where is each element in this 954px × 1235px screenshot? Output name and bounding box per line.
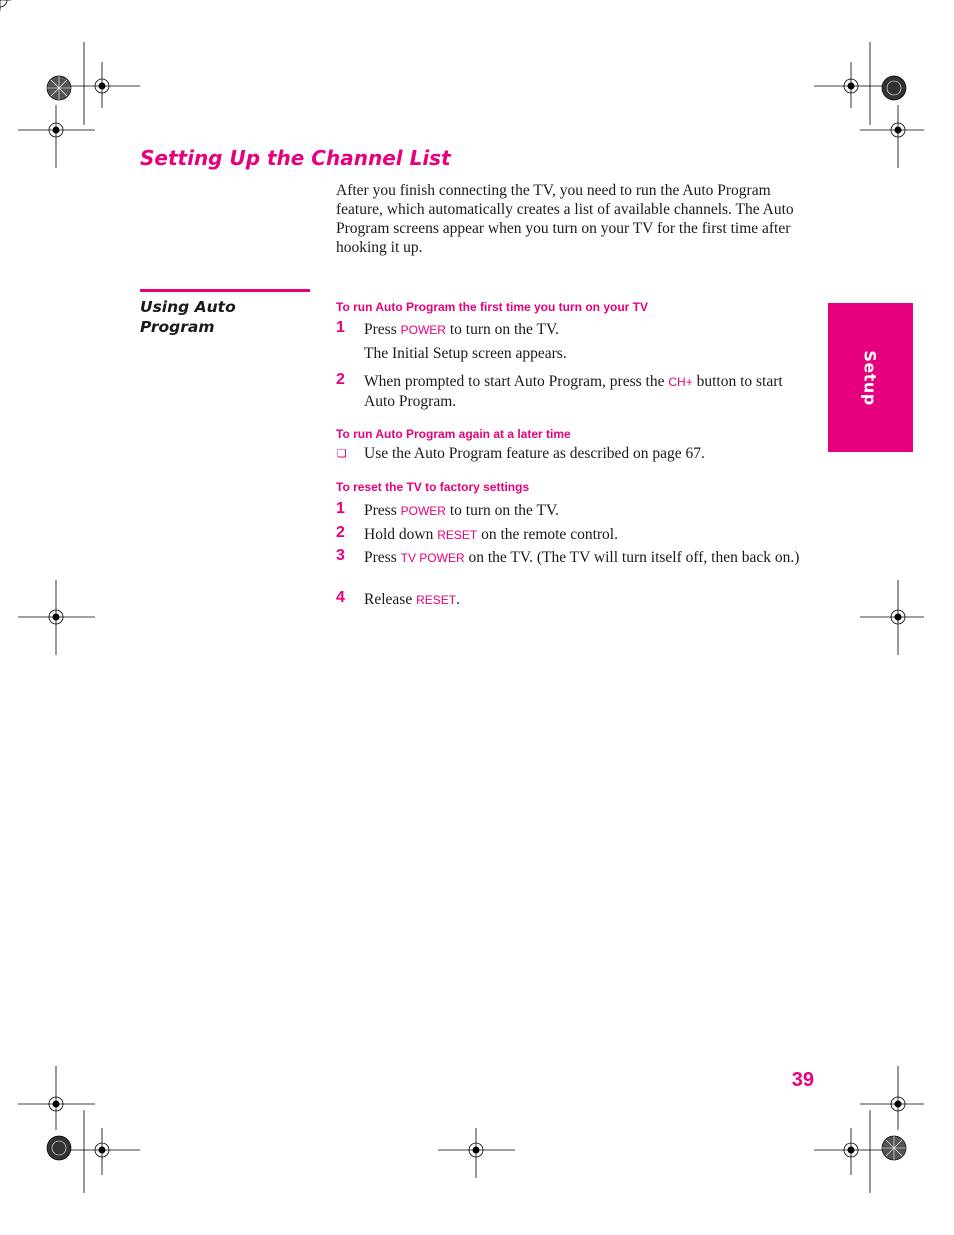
key-reset: RESET: [437, 528, 478, 542]
step-number: 2: [336, 524, 345, 541]
key-power: POWER: [400, 504, 446, 518]
key-reset: RESET: [416, 593, 457, 607]
subheading-first-time: To run Auto Program the first time you turn on your TV: [336, 300, 648, 314]
step-text: Press TV POWER on the TV. (The TV will turn itself off, then back on.): [364, 549, 800, 566]
step-text: Release RESET.: [364, 591, 460, 608]
intro-paragraph: After you finish connecting the TV, you need to run the Auto Program feature, which automatically creates a list of available channels. The Auto Program screens appear when you turn on your TV for the first time after hooking it up.: [336, 182, 794, 256]
step-number: 2: [336, 371, 345, 388]
step-text: Press POWER to turn on the TV.: [364, 502, 560, 519]
key-ch-plus: CH+: [668, 375, 693, 389]
step-number: 1: [336, 319, 345, 336]
key-power: POWER: [400, 323, 446, 337]
bullet-text: Use the Auto Program feature as described on page 67.: [364, 445, 705, 462]
step-text: Press POWER to turn on the TV.: [364, 321, 560, 338]
step-number: 1: [336, 500, 345, 517]
page-number: 39: [791, 1069, 814, 1091]
section-tab: [828, 303, 913, 452]
step-note: The Initial Setup screen appears.: [364, 345, 567, 362]
subheading-later-time: To run Auto Program again at a later time: [336, 427, 571, 441]
step-text: Hold down RESET on the remote control.: [364, 526, 618, 543]
step-text: When prompted to start Auto Program, press the CH+ button to start Auto Program.: [364, 373, 783, 410]
section-rule: [140, 289, 310, 292]
section-tab-label: Setup: [860, 350, 880, 406]
step-number: 3: [336, 547, 345, 564]
page-title: Setting Up the Channel List: [140, 146, 451, 170]
key-tv-power: TV POWER: [400, 551, 465, 565]
step-number: 4: [336, 589, 345, 606]
side-heading: Using Auto Program: [140, 298, 236, 336]
subheading-factory-reset: To reset the TV to factory settings: [336, 480, 530, 494]
checkbox-bullet-icon: ❑: [337, 447, 347, 460]
